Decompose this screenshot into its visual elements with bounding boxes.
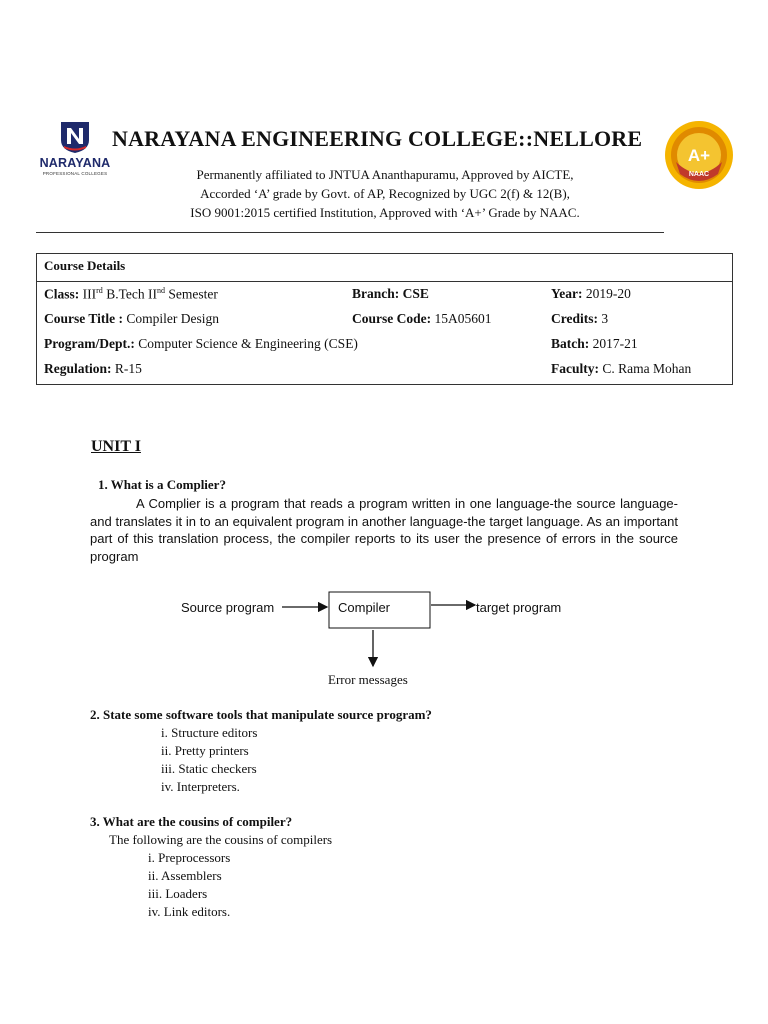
affiliation-line: Accorded ‘A’ grade by Govt. of AP, Recognized by UGC 2(f) & 12(B), (200, 186, 570, 201)
target-program-label: target program (476, 600, 562, 615)
affiliation-line: ISO 9001:2015 certified Institution, Approved with ‘A+’ Grade by NAAC. (190, 205, 580, 220)
class-cell: Class: IIIrd B.Tech IInd Semester (44, 286, 218, 302)
college-logo (36, 120, 116, 180)
course-details-heading: Course Details (37, 254, 732, 282)
table-row (37, 307, 732, 332)
college-name: NARAYANA ENGINEERING COLLEGE::NELLORE (112, 126, 643, 151)
source-program-label: Source program (181, 600, 275, 615)
year-cell: Year: 2019-20 (551, 286, 631, 301)
table-row (37, 332, 732, 357)
list-item: iii. Loaders (148, 886, 208, 901)
course-details-table (36, 253, 733, 385)
logo-subtext: PROFESSIONAL COLLEGES (42, 171, 108, 176)
list-item: iv. Link editors. (148, 904, 231, 919)
logo-text: NARAYANA (39, 156, 111, 170)
question-3-title: 3. What are the cousins of compiler? (90, 814, 293, 829)
list-item: ii. Pretty printers (161, 743, 249, 758)
regulation-cell: Regulation: R-15 (44, 361, 142, 376)
question-1-title: 1. What is a Complier? (98, 477, 226, 492)
question-3-intro: The following are the cousins of compilers (109, 832, 333, 847)
course-title-cell: Course Title : Compiler Design (44, 311, 219, 326)
list-item: iii. Static checkers (161, 761, 257, 776)
unit-title: UNIT I (91, 438, 141, 455)
credits-cell: Credits: 3 (551, 311, 609, 326)
question-2-title: 2. State some software tools that manipulate source program? (90, 707, 432, 722)
dept-cell: Program/Dept.: Computer Science & Engineering (CSE) (44, 336, 358, 351)
table-row (37, 357, 732, 384)
header-divider (36, 232, 664, 233)
seal-grade: A+ (687, 146, 711, 165)
shield-icon (58, 120, 92, 154)
naac-seal (662, 118, 736, 197)
faculty-cell: Faculty: C. Rama Mohan (551, 361, 692, 376)
compiler-diagram (170, 588, 590, 703)
list-item: ii. Assemblers (148, 868, 222, 883)
seal-label: NAAC (688, 171, 710, 178)
list-item: i. Structure editors (161, 725, 258, 740)
compiler-box-label: Compiler (338, 600, 391, 615)
affiliation-line: Permanently affiliated to JNTUA Ananthapuramu, Approved by AICTE, (196, 167, 574, 182)
error-messages-label: Error messages (328, 672, 408, 687)
list-item: i. Preprocessors (148, 850, 231, 865)
question-1-answer: A Complier is a program that reads a program written in one language-the source language-and translates it in to an equivalent program in another language-the target language. As an important part of this translation process, the compiler reports to its user the presence of errors in the source program (90, 496, 678, 564)
course-code-cell: Course Code: 15A05601 (352, 311, 492, 326)
compiler-flow-svg (170, 588, 590, 698)
batch-cell: Batch: 2017-21 (551, 336, 638, 351)
naac-badge-icon (662, 118, 736, 192)
affiliation-text (120, 165, 650, 222)
table-row (37, 282, 732, 307)
branch-cell: Branch: CSE (352, 286, 429, 301)
list-item: iv. Interpreters. (161, 779, 240, 794)
